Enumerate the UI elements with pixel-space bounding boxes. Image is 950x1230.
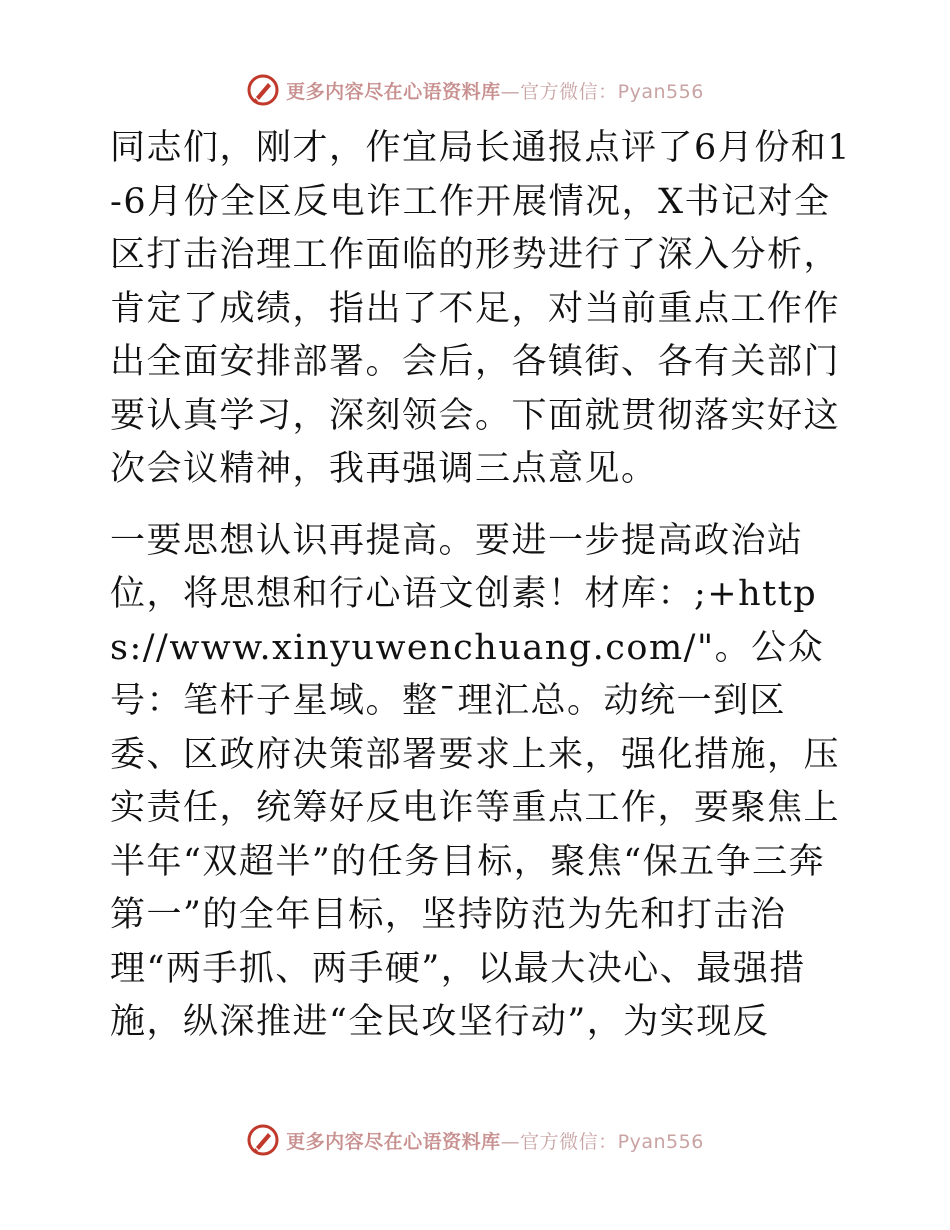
header-separator: — (500, 80, 521, 103)
footer-contact: 官方微信：Pyan556 (520, 1130, 704, 1153)
footer-banner (0, 1120, 950, 1160)
logo-icon (246, 73, 280, 107)
header-banner (0, 70, 950, 110)
paragraph-2: 一要思想认识再提高。要进一步提高政治站位，将思想和行心语文创素！材库：;+https://www.xinyuwenchuang.com/"。公众号：笔杆子星域。整¯理汇总。动统一到区委、区政府决策部署要求上来，强化措施，压实责任，统筹好反电诈等重点工作，要聚焦上半年“双超半”的任务目标，聚焦“保五争三奔第一”的全年目标，坚持防范为先和打击治理“两手抓、两手硬”，以最大决心、最强措施，纵深推进“全民攻坚行动”，为实现反 (110, 520, 841, 1042)
logo-icon (246, 1123, 280, 1157)
footer-separator: — (500, 1130, 521, 1153)
document-body (98, 122, 858, 1050)
footer-brand: 更多内容尽在心语资料库 (286, 1130, 501, 1153)
header-contact: 官方微信：Pyan556 (520, 80, 704, 103)
header-text (286, 77, 704, 104)
header-brand: 更多内容尽在心语资料库 (286, 80, 501, 103)
footer-text (286, 1127, 704, 1154)
paragraph-1: 同志们，刚才，作宜局长通报点评了6月份和1-6月份全区反电诈工作开展情况，X书记对全区打击治理工作面临的形势进行了深入分析，肯定了成绩，指出了不足，对当前重点工作作出全面安排部署。会后，各镇街、各有关部门要认真学习，深刻领会。下面就贯彻落实好这次会议精神，我再强调三点意见。 (110, 128, 852, 489)
